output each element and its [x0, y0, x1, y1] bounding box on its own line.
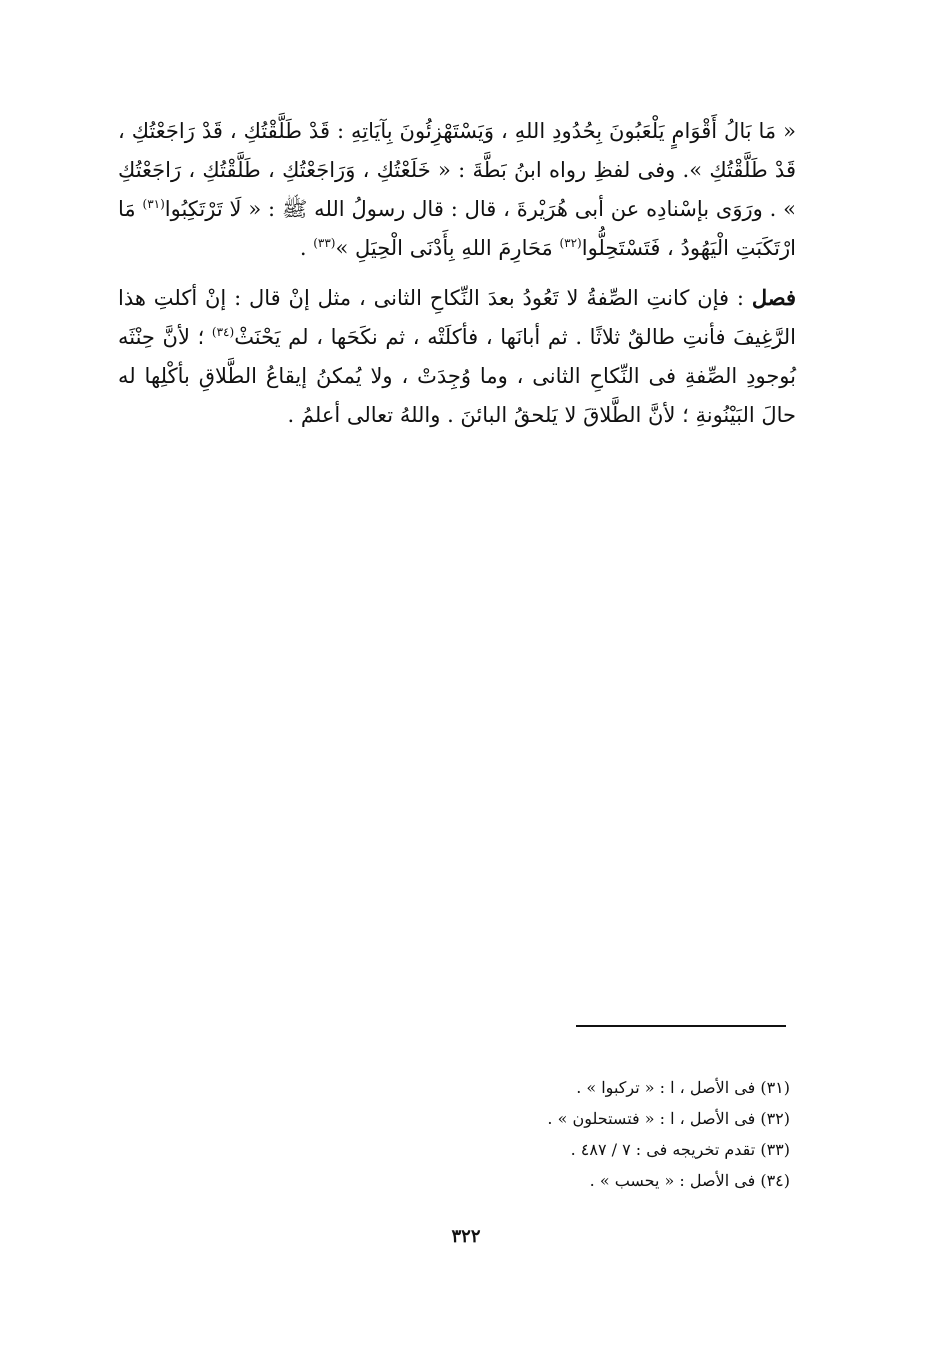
main-text: [118, 112, 796, 435]
section-heading-fasl: فصل: [751, 285, 796, 310]
paragraph-fasl-text-b: ؛ لأنَّ حِنْثَه بُوجودِ الصِّفةِ فى النِّكاحِ الثانى ، وما وُجِدَتْ ، ولا يُمكنُ إيقاعُ الطَّلاقِ بأكْلِها له حالَ البَيْنُونةِ ؛ لأنَّ الطَّلاقَ لا يَلحقُ البائنَ . واللهُ تعالى أعلمُ .: [118, 325, 796, 427]
paragraph-hadith-text-b: مَا ارْتَكَبَتِ الْيَهُودُ ، فَتَسْتَحِلُّوا: [118, 197, 796, 260]
footnote-ref-32: (٣٢): [559, 236, 582, 250]
footnote-ref-34: (٣٤): [211, 325, 235, 339]
footnote-ref-31: (٣١): [142, 197, 165, 211]
paragraph-hadith-text-d: .: [299, 236, 314, 260]
paragraph-hadith: [118, 112, 796, 268]
footnote-33: (٣٣) تقدم تخريجه فى : ٧ / ٤٨٧ .: [570, 1140, 790, 1159]
footnote-separator: [576, 1025, 786, 1027]
footnote-31: (٣١) فى الأصل ، ا : « تركبوا » .: [576, 1078, 790, 1097]
paragraph-hadith-text-a: « مَا بَالُ أَقْوَامٍ يَلْعَبُونَ بِحُدُودِ اللهِ ، وَيَسْتَهْزِئُونَ بِآيَاتِهِ : قَدْ طَلَّقْتُكِ ، قَدْ رَاجَعْتُكِ ، قَدْ طَلَّقْتُكِ ». وفى لفظِ رواه ابنُ بَطَّةَ : « خَلَعْتُكِ ، وَرَاجَعْتُكِ ، طَلَّقْتُكِ ، رَاجَعْتُكِ » . ورَوَى بإسْنادِه عن أبى هُرَيْرةَ ، قال : قال رسولُ الله ﷺ : « لَا تَرْتَكِبُوا: [118, 119, 796, 221]
footnote-34: (٣٤) فى الأصل : « يحسب » .: [589, 1171, 790, 1190]
paragraph-fasl-text-a: : فإن كانتِ الصِّفةُ لا تَعُودُ بعدَ النِّكاحِ الثانى ، مثل إنْ قال : إنْ أكلتِ هذا الرَّغِيفَ فأنتِ طالقٌ ثلاثًا . ثم أبانَها ، فأكلَتْه ، ثم نكَحَها ، لم يَحْنَثْ: [118, 286, 797, 349]
paragraph-hadith-text-c: مَحَارِمَ اللهِ بِأَدْنَى الْحِيَلِ »: [335, 236, 553, 260]
footnote-32: (٣٢) فى الأصل ، ا : « فتستحلون » .: [547, 1109, 790, 1128]
footnote-ref-33: (٣٣): [313, 236, 336, 250]
page-number: ٣٢٢: [451, 1226, 481, 1247]
footnotes: [400, 1072, 790, 1196]
paragraph-fasl: [118, 278, 796, 435]
